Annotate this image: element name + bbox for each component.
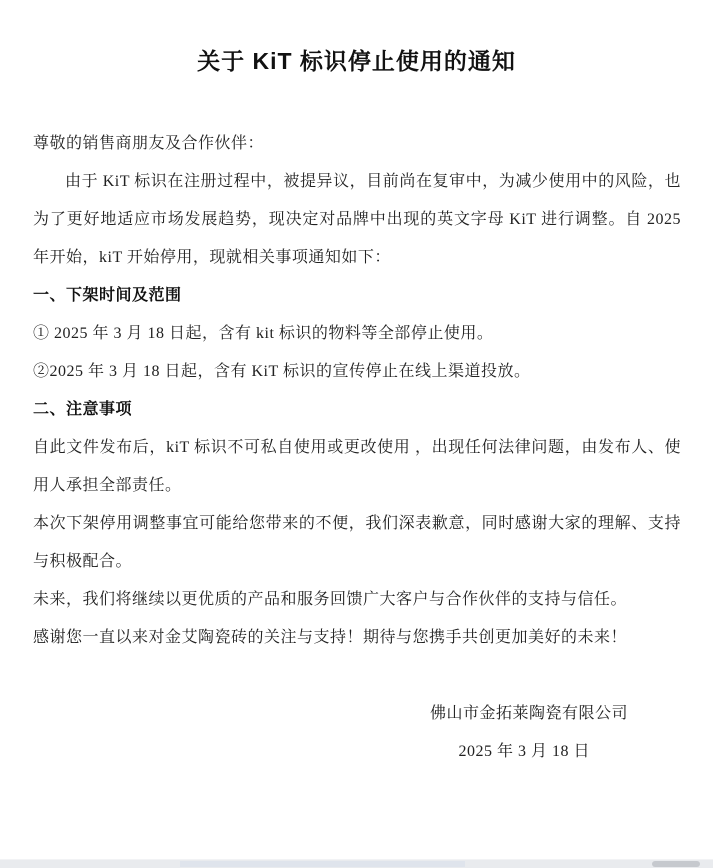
section-1-item-1: ① 2025 年 3 月 18 日起，含有 kit 标识的物料等全部停止使用。: [33, 325, 494, 342]
apology-paragraph: 本次下架停用调整事宜可能给您带来的不便，我们深表歉意，同时感谢大家的理解、支持与积极配合。: [33, 515, 681, 570]
section-1-item-2: ②2025 年 3 月 18 日起，含有 KiT 标识的宣传停止在线上渠道投放。: [33, 363, 531, 380]
notes-paragraph: 自此文件发布后，kiT 标识不可私自使用或更改使用 ，出现任何法律问题，由发布人、使用人承担全部责任。: [33, 439, 681, 494]
scrollbar-segment: [180, 861, 465, 867]
horizontal-scrollbar[interactable]: [0, 859, 713, 868]
greeting-line: 尊敬的销售商朋友及合作伙伴：: [33, 135, 265, 152]
notice-title: 关于 KiT 标识停止使用的通知: [197, 48, 516, 74]
section-2-heading: 二、注意事项: [33, 401, 133, 418]
scrollbar-thumb[interactable]: [652, 861, 700, 867]
section-1-heading: 一、下架时间及范围: [33, 287, 182, 304]
company-signature: 佛山市金拓莱陶瓷有限公司: [429, 705, 628, 722]
intro-paragraph: 由于 KiT 标识在注册过程中，被提异议，目前尚在复审中，为减少使用中的风险，也为了更好地适应市场发展趋势，现决定对品牌中出现的英文字母 KiT 进行调整。自 2025 年开始，kiT 开始停用，现就相关事项通知如下：: [33, 173, 681, 266]
document-body: [0, 125, 713, 771]
future-paragraph: 未来，我们将继续以更优质的产品和服务回馈广大客户与合作伙伴的支持与信任。: [33, 591, 628, 608]
signature-date: 2025 年 3 月 18 日: [458, 743, 590, 760]
thanks-paragraph: 感谢您一直以来对金艾陶瓷砖的关注与支持！期待与您携手共创更加美好的未来！: [33, 629, 628, 646]
